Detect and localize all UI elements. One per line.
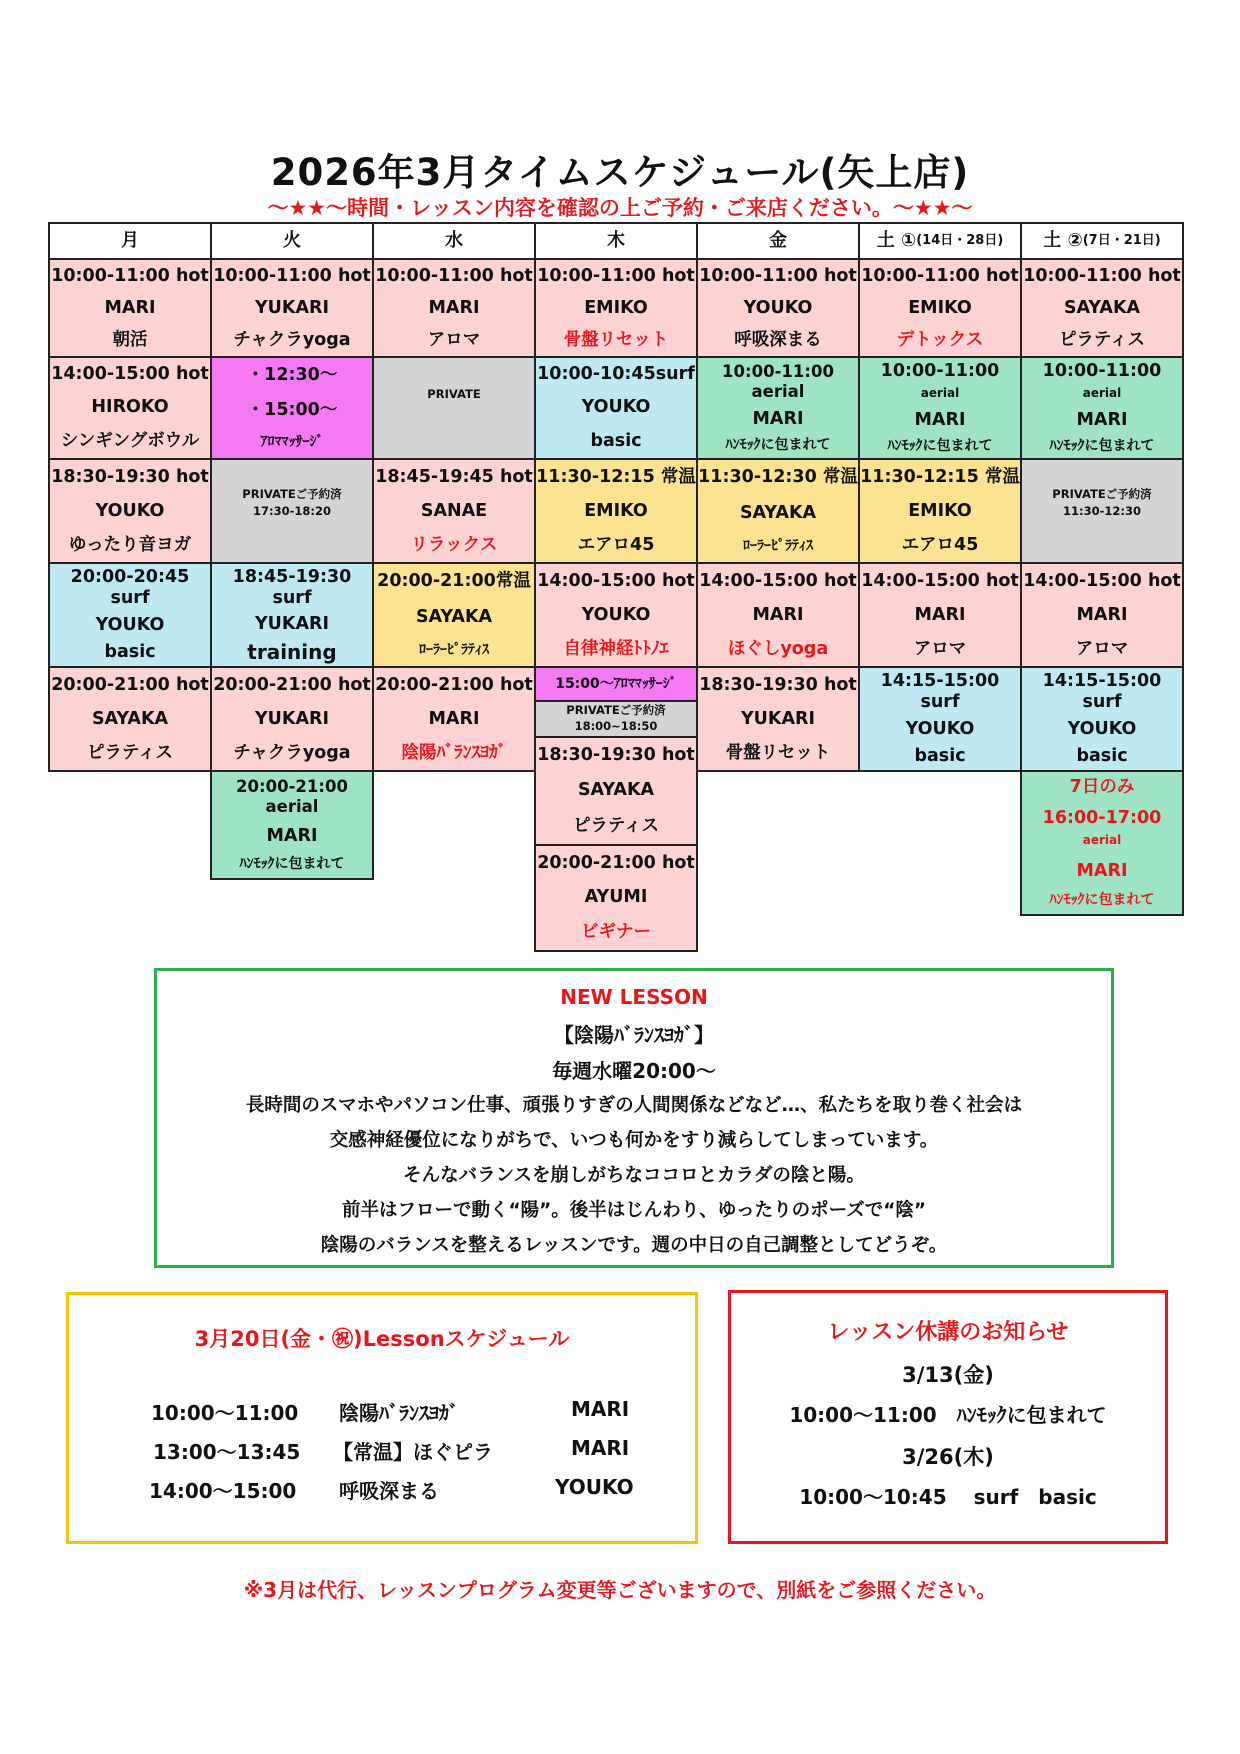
- slot-time: ・15:00～: [246, 399, 338, 420]
- header-mon: [48, 222, 212, 260]
- private-time: 17:30-18:20: [253, 504, 331, 519]
- slot-time: 11:30-12:30 常温: [698, 467, 858, 488]
- header-label: 月: [121, 230, 139, 252]
- closure-detail: 10:00～11:00 ﾊﾝﾓｯｸに包まれて: [789, 1403, 1107, 1427]
- slot-instructor: YOUKO: [1067, 719, 1137, 739]
- slot-instructor: HIROKO: [91, 397, 169, 418]
- slot-tue-5[interactable]: [210, 666, 374, 772]
- slot-thu-5-private[interactable]: [534, 700, 698, 738]
- slot-mon-1[interactable]: [48, 258, 212, 358]
- slot-wed-1[interactable]: [372, 258, 536, 358]
- slot-time: 10:00-11:00 hot: [861, 265, 1019, 286]
- slot-type: aerial: [920, 386, 960, 401]
- slot-time: 18:30-19:30 hot: [699, 674, 857, 695]
- slot-instructor: MARI: [428, 297, 480, 318]
- new-lesson-when: 毎週水曜20:00～: [552, 1059, 716, 1083]
- holiday-lesson: 【常温】ほぐピラ: [333, 1440, 493, 1464]
- header-dates: (14日・28日): [916, 233, 1004, 249]
- slot-instructor: YOUKO: [905, 719, 975, 739]
- holiday-instructor: YOUKO: [555, 1475, 634, 1499]
- header-label: 火: [283, 230, 301, 252]
- slot-lesson: basic: [590, 430, 642, 451]
- new-lesson-text-line: 前半はフローで動く“陽”。後半はじんわり、ゆったりのポーズで“陰”: [341, 1200, 927, 1221]
- slot-time: 16:00-17:00: [1042, 808, 1162, 829]
- slot-lesson: 骨盤リセット: [563, 329, 669, 350]
- slot-tue-3-private[interactable]: [210, 458, 374, 564]
- slot-lesson: basic: [104, 642, 156, 662]
- slot-wed-3[interactable]: [372, 458, 536, 564]
- new-lesson-text-line: 陰陽のバランスを整えるレッスンです。週の中日の自己調整としてどうぞ。: [320, 1235, 948, 1256]
- header-label: 木: [607, 230, 625, 252]
- slot-tue-2[interactable]: [210, 356, 374, 460]
- slot-instructor: MARI: [1076, 860, 1128, 881]
- slot-lesson: 呼吸深まる: [734, 329, 822, 350]
- header-tue: [210, 222, 374, 260]
- slot-instructor: YUKARI: [255, 708, 329, 729]
- slot-tue-1[interactable]: [210, 258, 374, 358]
- slot-lesson: ﾊﾝﾓｯｸに包まれて: [725, 437, 831, 454]
- slot-time: 18:45-19:30 surf: [232, 566, 352, 608]
- slot-lesson: ﾊﾝﾓｯｸに包まれて: [1049, 437, 1155, 454]
- slot-sat1-5[interactable]: [858, 666, 1022, 772]
- slot-wed-5[interactable]: [372, 666, 536, 772]
- slot-time: 10:00-11:00 hot: [1023, 265, 1181, 286]
- slot-sat2-4[interactable]: [1020, 562, 1184, 668]
- header-label: 土 ②: [1043, 230, 1083, 252]
- slot-instructor: MARI: [914, 604, 966, 625]
- slot-mon-3[interactable]: [48, 458, 212, 564]
- slot-lesson: アロマ: [913, 638, 967, 659]
- slot-time: 20:00-21:00 hot: [375, 674, 533, 695]
- slot-lesson: ほぐしyoga: [727, 638, 829, 659]
- slot-mon-2[interactable]: [48, 356, 212, 460]
- slot-instructor: MARI: [428, 708, 480, 729]
- slot-time: 10:00-11:00 hot: [537, 265, 695, 286]
- slot-sat2-6[interactable]: [1020, 770, 1184, 916]
- slot-lesson: 朝活: [112, 329, 148, 350]
- slot-fri-5[interactable]: [696, 666, 860, 772]
- slot-lesson: ピラティス: [572, 815, 660, 836]
- slot-instructor: SAYAKA: [1063, 297, 1141, 318]
- slot-lesson: アロマ: [1075, 638, 1129, 659]
- slot-fri-2[interactable]: [696, 356, 860, 460]
- slot-lesson: 自律神経ﾄﾄﾉｴ: [563, 638, 669, 659]
- page-title: 2026年3月タイムスケジュール(矢上店): [270, 151, 970, 194]
- slot-thu-6[interactable]: [534, 736, 698, 846]
- slot-instructor: AYUMI: [584, 887, 648, 908]
- private-label: PRIVATE: [427, 387, 481, 401]
- slot-type: aerial: [1082, 386, 1122, 401]
- slot-lesson: エアロ45: [577, 534, 655, 555]
- slot-time: 10:00-11:00: [880, 361, 1000, 382]
- slot-time: 10:00-11:00 hot: [213, 265, 371, 286]
- slot-lesson: training: [247, 639, 337, 664]
- slot-instructor: SAYAKA: [91, 708, 169, 729]
- slot-thu-1[interactable]: [534, 258, 698, 358]
- slot-instructor: YOUKO: [581, 397, 651, 418]
- holiday-heading: 3月20日(金・㊗)Lessonスケジュール: [194, 1327, 570, 1351]
- closure-date: 3/13(金): [902, 1363, 994, 1387]
- header-thu: [534, 222, 698, 260]
- slot-instructor: SANAE: [420, 500, 488, 521]
- slot-wed-2-private[interactable]: [372, 356, 536, 460]
- slot-time: 18:45-19:45 hot: [375, 466, 533, 487]
- slot-time: 14:15-15:00 surf: [1042, 671, 1162, 712]
- slot-time: 10:00-11:00 aerial: [722, 361, 834, 401]
- new-lesson-box: [154, 968, 1114, 1268]
- slot-fri-1[interactable]: [696, 258, 860, 358]
- closure-heading: レッスン休講のお知らせ: [827, 1320, 1069, 1345]
- header-dates: (7日・21日): [1082, 233, 1161, 249]
- slot-lesson: ピラティス: [86, 742, 174, 763]
- header-label: 金: [769, 230, 787, 252]
- slot-instructor: MARI: [752, 604, 804, 625]
- slot-lesson: デトックス: [896, 329, 984, 350]
- slot-tue-4[interactable]: [210, 562, 374, 668]
- slot-instructor: MARI: [266, 825, 318, 846]
- page-subtitle: ～★★～時間・レッスン内容を確認の上ご予約・ご来店ください。～★★～: [267, 196, 973, 220]
- new-lesson-text-line: そんなバランスを崩しがちなココロとカラダの陰と陽。: [403, 1165, 865, 1186]
- slot-time: 14:15-15:00 surf: [880, 671, 1000, 712]
- header-wed: [372, 222, 536, 260]
- holiday-time: 10:00～11:00: [151, 1401, 299, 1425]
- slot-instructor: YUKARI: [741, 708, 815, 729]
- closure-notice-box: [728, 1290, 1168, 1544]
- holiday-schedule-box: [66, 1292, 698, 1544]
- slot-instructor: SAYAKA: [577, 780, 655, 801]
- private-label: PRIVATEご予約済: [566, 703, 666, 718]
- new-lesson-text-line: 交感神経優位になりがちで、いつも何かをすり減らしてしまっています。: [329, 1130, 939, 1151]
- slot-sat1-2[interactable]: [858, 356, 1022, 460]
- slot-sat1-4[interactable]: [858, 562, 1022, 668]
- slot-time: 10:00-11:00 hot: [51, 265, 209, 286]
- slot-time: 10:00-10:45surf: [537, 364, 695, 385]
- slot-time: 10:00-11:00 hot: [699, 265, 857, 286]
- slot-instructor: MARI: [752, 408, 804, 429]
- slot-sat2-3-private[interactable]: [1020, 458, 1184, 564]
- slot-time: 20:00-21:00常温: [377, 571, 531, 592]
- slot-sat2-1[interactable]: [1020, 258, 1184, 358]
- slot-lesson: basic: [914, 746, 966, 766]
- new-lesson-text-line: 長時間のスマホやパソコン仕事、頑張りすぎの人間関係などなど…、私たちを取り巻く社会は: [245, 1095, 1023, 1116]
- slot-lesson: シンギングボウル: [60, 430, 200, 451]
- slot-lesson: basic: [1076, 746, 1128, 766]
- private-label: PRIVATEご予約済: [242, 487, 342, 501]
- slot-lesson: アロマ: [427, 329, 481, 350]
- slot-instructor: EMIKO: [908, 297, 972, 318]
- slot-note: 7日のみ: [1069, 777, 1135, 798]
- slot-instructor: EMIKO: [584, 297, 648, 318]
- holiday-time: 13:00～13:45: [153, 1440, 301, 1464]
- slot-sat2-2[interactable]: [1020, 356, 1184, 460]
- slot-instructor: MARI: [104, 297, 156, 318]
- footnote: ※3月は代行、レッスンプログラム変更等ございますので、別紙をご参照ください。: [243, 1578, 997, 1602]
- slot-sat1-3[interactable]: [858, 458, 1022, 564]
- closure-detail: 10:00～10:45 surf basic: [799, 1485, 1097, 1509]
- private-time: 11:30-12:30: [1063, 504, 1141, 519]
- holiday-lesson: 陰陽ﾊﾞﾗﾝｽﾖｶﾞ: [339, 1401, 459, 1425]
- slot-lesson: ﾊﾝﾓｯｸに包まれて: [887, 437, 993, 454]
- slot-instructor: SAYAKA: [415, 606, 493, 627]
- header-label: 水: [445, 230, 463, 252]
- slot-lesson: 骨盤リセット: [725, 742, 831, 763]
- slot-thu-7[interactable]: [534, 844, 698, 952]
- slot-instructor: YOUKO: [743, 297, 813, 318]
- holiday-instructor: MARI: [571, 1397, 630, 1421]
- slot-thu-4[interactable]: [534, 562, 698, 668]
- slot-instructor: YUKARI: [255, 613, 329, 634]
- slot-thu-5-massage[interactable]: [534, 666, 698, 702]
- slot-mon-5[interactable]: [48, 666, 212, 772]
- new-lesson-heading: NEW LESSON: [560, 985, 708, 1009]
- slot-time: 18:30-19:30 hot: [537, 745, 695, 766]
- header-sat1: [858, 222, 1022, 260]
- slot-time: 20:00-21:00 aerial: [236, 776, 348, 816]
- holiday-instructor: MARI: [571, 1436, 630, 1460]
- slot-instructor: YOUKO: [95, 500, 165, 521]
- slot-lesson: エアロ45: [901, 534, 979, 555]
- slot-lesson: チャクラyoga: [233, 742, 351, 763]
- slot-fri-3[interactable]: [696, 458, 860, 564]
- slot-instructor: YUKARI: [255, 297, 329, 318]
- slot-instructor: EMIKO: [908, 500, 972, 521]
- slot-instructor: MARI: [914, 410, 966, 431]
- slot-time: 11:30-12:15 常温: [860, 466, 1020, 487]
- new-lesson-name: 【陰陽ﾊﾞﾗﾝｽﾖｶﾞ】: [554, 1023, 714, 1047]
- slot-lesson: リラックス: [410, 534, 498, 555]
- slot-type: aerial: [1082, 833, 1122, 848]
- header-sat2: [1020, 222, 1184, 260]
- holiday-lesson: 呼吸深まる: [339, 1479, 439, 1503]
- slot-sat1-1[interactable]: [858, 258, 1022, 358]
- slot-thu-3[interactable]: [534, 458, 698, 564]
- slot-lesson: チャクラyoga: [233, 329, 351, 350]
- slot-label: 15:00～ｱﾛﾏﾏｯｻｰｼﾞ: [555, 675, 677, 692]
- slot-time: 20:00-20:45 surf: [70, 567, 190, 608]
- slot-time: 20:00-21:00 hot: [213, 674, 371, 695]
- slot-mon-4[interactable]: [48, 562, 212, 668]
- slot-instructor: SAYAKA: [739, 502, 817, 523]
- slot-thu-2[interactable]: [534, 356, 698, 460]
- slot-time-wrap: [1022, 808, 1182, 850]
- slot-lesson: ﾛｰﾗｰﾋﾟﾗﾃｨｽ: [419, 641, 489, 658]
- slot-sat2-5[interactable]: [1020, 666, 1184, 772]
- private-label: PRIVATEご予約済: [1052, 487, 1152, 501]
- header-fri: [696, 222, 860, 260]
- slot-time-wrap: [860, 361, 1020, 403]
- slot-instructor: MARI: [1076, 410, 1128, 431]
- slot-time-wrap: [1022, 361, 1182, 403]
- slot-lesson: ﾊﾝﾓｯｸに包まれて: [239, 856, 345, 873]
- slot-time: 14:00-15:00 hot: [861, 570, 1019, 591]
- slot-lesson: ゆったり音ヨガ: [68, 534, 192, 555]
- slot-instructor: YOUKO: [581, 604, 651, 625]
- slot-time: 10:00-11:00: [1042, 361, 1162, 382]
- slot-time: 14:00-15:00 hot: [699, 570, 857, 591]
- slot-time: 14:00-15:00 hot: [51, 364, 209, 385]
- slot-time: 10:00-11:00 hot: [375, 265, 533, 286]
- slot-time: 20:00-21:00 hot: [537, 852, 695, 873]
- slot-wed-4[interactable]: [372, 562, 536, 668]
- slot-instructor: YOUKO: [95, 615, 165, 635]
- slot-lesson: 陰陽ﾊﾞﾗﾝｽﾖｶﾞ: [401, 742, 507, 763]
- holiday-time: 14:00～15:00: [149, 1479, 297, 1503]
- slot-instructor: EMIKO: [584, 500, 648, 521]
- slot-lesson: ｱﾛﾏﾏｯｻｰｼﾞ: [260, 434, 324, 451]
- slot-tue-6[interactable]: [210, 770, 374, 880]
- slot-time: ・12:30～: [246, 364, 338, 385]
- slot-time: 20:00-21:00 hot: [51, 674, 209, 695]
- slot-fri-4[interactable]: [696, 562, 860, 668]
- private-time: 18:00~18:50: [574, 719, 658, 733]
- closure-date: 3/26(木): [902, 1445, 994, 1469]
- slot-time: 18:30-19:30 hot: [51, 466, 209, 487]
- slot-time: 11:30-12:15 常温: [536, 466, 696, 487]
- slot-lesson: ピラティス: [1058, 329, 1146, 350]
- slot-lesson: ﾊﾝﾓｯｸに包まれて: [1049, 892, 1155, 909]
- slot-instructor: MARI: [1076, 604, 1128, 625]
- slot-lesson: ﾛｰﾗｰﾋﾟﾗﾃｨｽ: [743, 537, 813, 554]
- header-label: 土 ①: [876, 230, 917, 252]
- slot-time: 14:00-15:00 hot: [537, 570, 695, 591]
- slot-lesson: ビギナー: [581, 922, 651, 943]
- slot-time: 14:00-15:00 hot: [1023, 570, 1181, 591]
